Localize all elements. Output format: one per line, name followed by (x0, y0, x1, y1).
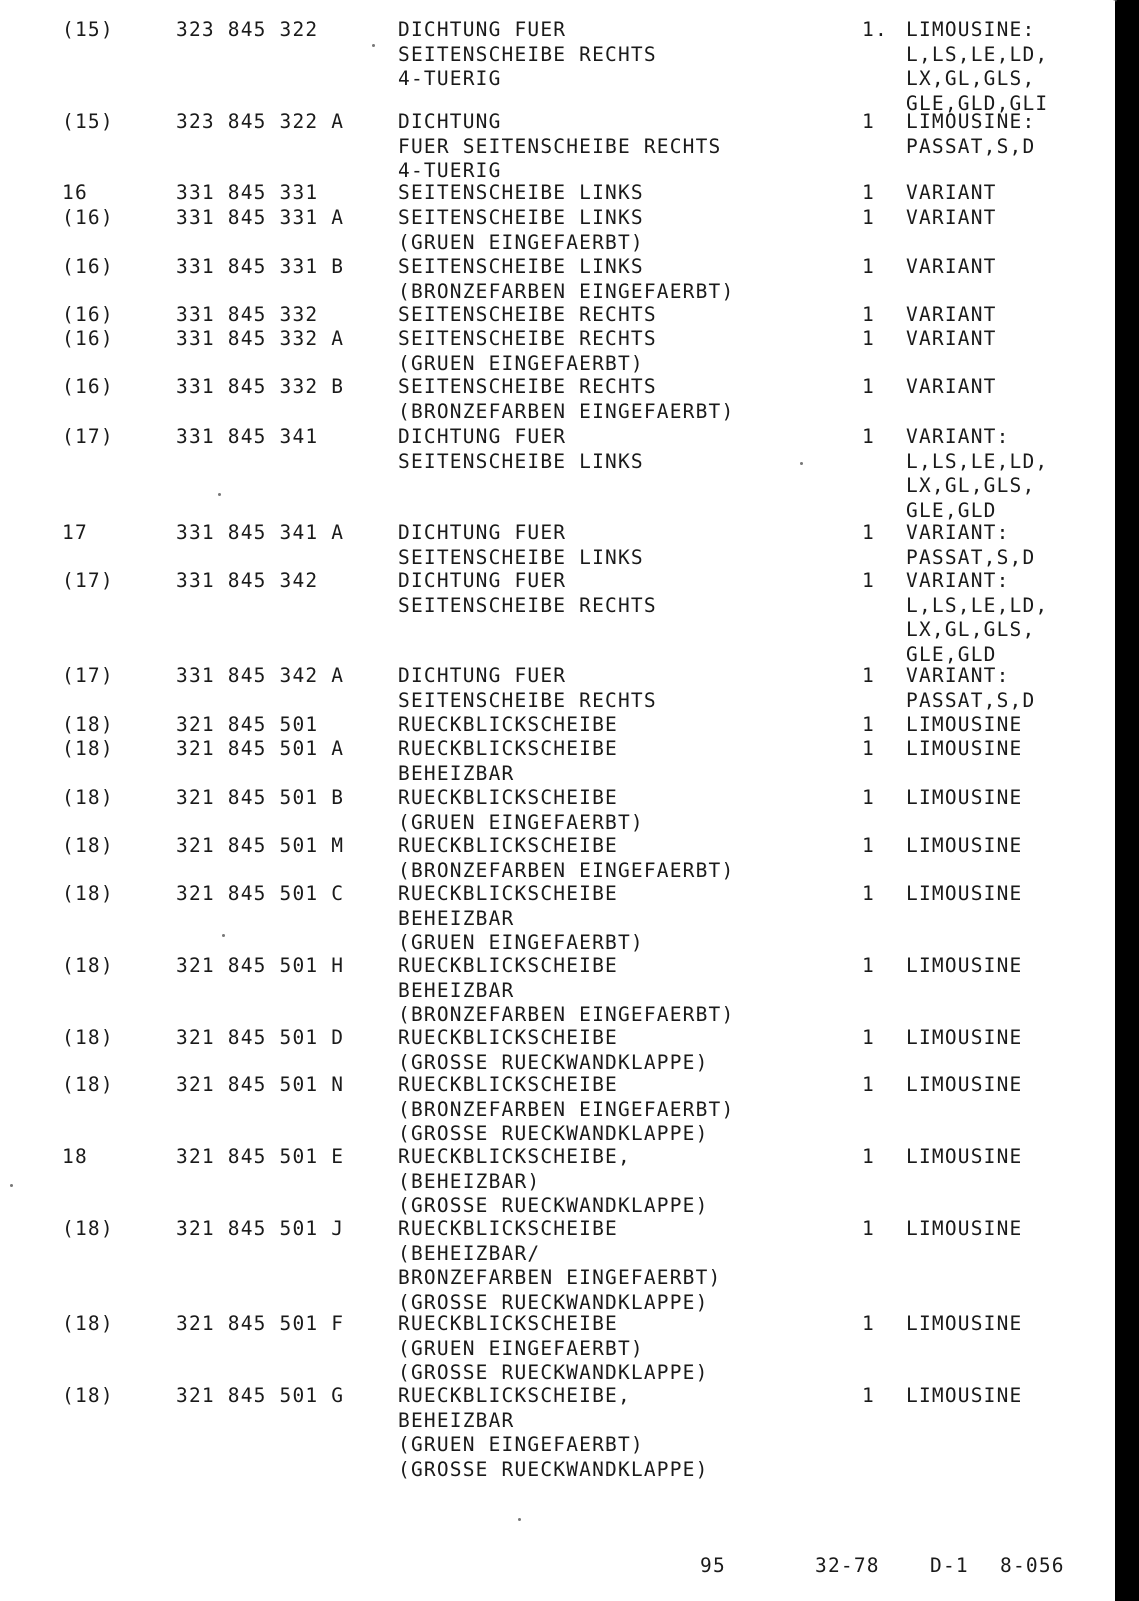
quantity: 1 (862, 1026, 875, 1049)
part-description (398, 1312, 858, 1386)
model-applicability-line: GLE,GLD,GLI (906, 91, 1049, 115)
sheet-number: 8-056 (1000, 1554, 1065, 1577)
model-applicability-line: GLE,GLD (906, 642, 997, 666)
part-number: 331 845 342 A (176, 664, 345, 687)
model-applicability-line: LIMOUSINE: (906, 110, 1036, 133)
part-description-line: (GRUEN EINGEFAERBT) (398, 230, 644, 254)
model-applicability-line: LIMOUSINE (906, 1073, 1023, 1096)
part-description-line: DICHTUNG (398, 110, 502, 133)
part-description-line: SEITENSCHEIBE RECHTS (398, 593, 657, 617)
quantity: 1 (862, 327, 875, 350)
model-applicability (906, 303, 1106, 328)
part-description-line: (GRUEN EINGEFAERBT) (398, 1433, 644, 1456)
model-applicability (906, 1145, 1106, 1170)
part-number: 331 845 342 (176, 569, 319, 592)
model-applicability-line: VARIANT: (906, 664, 1010, 687)
part-description-line: RUECKBLICKSCHEIBE (398, 1073, 618, 1096)
model-applicability (906, 375, 1106, 400)
part-description (398, 303, 858, 328)
part-description-line: DICHTUNG FUER (398, 569, 567, 592)
quantity: 1 (862, 521, 875, 544)
part-description (398, 521, 858, 570)
part-description (398, 954, 858, 1028)
reference-number: (15) (62, 110, 114, 133)
part-description (398, 1384, 858, 1482)
scan-speck (222, 934, 225, 937)
part-description-line: RUECKBLICKSCHEIBE (398, 1217, 618, 1240)
reference-number: (17) (62, 425, 114, 448)
part-description-line: SEITENSCHEIBE RECHTS (398, 375, 657, 398)
part-number: 331 845 341 A (176, 521, 345, 544)
scan-speck (218, 493, 221, 496)
part-description-line: SEITENSCHEIBE RECHTS (398, 327, 657, 350)
part-number: 321 845 501 A (176, 737, 345, 760)
model-applicability-line: LX,GL,GLS, (906, 474, 1036, 497)
part-description-line: (GROSSE RUECKWANDKLAPPE) (398, 1050, 709, 1074)
model-applicability-line: VARIANT (906, 255, 997, 278)
part-description-line: (BRONZEFARBEN EINGEFAERBT) (398, 279, 735, 303)
part-number: 331 845 331 A (176, 206, 345, 229)
scan-speck (800, 462, 803, 465)
model-applicability (906, 834, 1106, 859)
part-description-line: (BRONZEFARBEN EINGEFAERBT) (398, 858, 735, 882)
quantity: 1 (862, 713, 875, 736)
model-applicability-line: VARIANT: (906, 569, 1010, 592)
quantity: 1. (862, 18, 888, 41)
part-number: 321 845 501 H (176, 954, 345, 977)
model-applicability (906, 255, 1106, 280)
part-description-line: RUECKBLICKSCHEIBE, (398, 1145, 631, 1168)
model-applicability (906, 425, 1106, 523)
part-description-line: (GROSSE RUECKWANDKLAPPE) (398, 1194, 709, 1217)
part-description-line: BRONZEFARBEN EINGEFAERBT) (398, 1266, 722, 1289)
model-applicability (906, 882, 1106, 907)
part-description (398, 206, 858, 255)
model-applicability (906, 786, 1106, 811)
model-applicability-line: PASSAT,S,D (906, 688, 1036, 712)
quantity: 1 (862, 255, 875, 278)
part-description (398, 786, 858, 835)
part-description-line: SEITENSCHEIBE LINKS (398, 449, 644, 473)
model-applicability (906, 327, 1106, 352)
part-number: 321 845 501 C (176, 882, 345, 905)
part-description (398, 1026, 858, 1075)
reference-number: (16) (62, 375, 114, 398)
model-applicability-line: L,LS,LE,LD, (906, 42, 1049, 66)
model-applicability-line: LIMOUSINE (906, 786, 1023, 809)
model-applicability-line: L,LS,LE,LD, (906, 449, 1049, 473)
quantity: 1 (862, 834, 875, 857)
model-applicability-line: LIMOUSINE (906, 713, 1023, 736)
reference-number: (17) (62, 569, 114, 592)
quantity: 1 (862, 1384, 875, 1407)
reference-number: (16) (62, 206, 114, 229)
quantity: 1 (862, 1073, 875, 1096)
quantity: 1 (862, 1217, 875, 1240)
part-description-line: RUECKBLICKSCHEIBE (398, 713, 618, 736)
part-number: 323 845 322 A (176, 110, 345, 133)
part-description-line: DICHTUNG FUER (398, 18, 567, 41)
part-description (398, 18, 858, 92)
part-description-line: BEHEIZBAR (398, 906, 515, 930)
part-description (398, 181, 858, 206)
quantity: 1 (862, 737, 875, 760)
part-number: 321 845 501 F (176, 1312, 345, 1335)
catalog-code: 32-78 (815, 1554, 880, 1577)
model-applicability-line: LIMOUSINE (906, 737, 1023, 760)
quantity: 1 (862, 375, 875, 398)
part-description (398, 834, 858, 883)
model-applicability-line: VARIANT (906, 181, 997, 204)
part-description-line: RUECKBLICKSCHEIBE (398, 834, 618, 857)
reference-number: 16 (62, 181, 88, 204)
part-number: 331 845 331 B (176, 255, 345, 278)
part-number: 331 845 332 A (176, 327, 345, 350)
model-applicability-line: PASSAT,S,D (906, 134, 1036, 158)
part-number: 331 845 341 (176, 425, 319, 448)
part-description-line: DICHTUNG FUER (398, 425, 567, 448)
part-description (398, 375, 858, 424)
quantity: 1 (862, 110, 875, 133)
part-description (398, 569, 858, 618)
quantity: 1 (862, 303, 875, 326)
model-applicability (906, 110, 1106, 159)
part-description-line: RUECKBLICKSCHEIBE (398, 882, 618, 905)
part-description-line: SEITENSCHEIBE RECHTS (398, 303, 657, 326)
reference-number: (15) (62, 18, 114, 41)
model-applicability-line: VARIANT (906, 303, 997, 326)
part-description (398, 737, 858, 786)
model-applicability (906, 954, 1106, 979)
reference-number: (18) (62, 882, 114, 905)
reference-number: (18) (62, 1073, 114, 1096)
quantity: 1 (862, 1312, 875, 1335)
quantity: 1 (862, 882, 875, 905)
part-description-line: FUER SEITENSCHEIBE RECHTS (398, 134, 722, 158)
part-description-line: (GROSSE RUECKWANDKLAPPE) (398, 1457, 709, 1481)
model-applicability-line: LIMOUSINE (906, 882, 1023, 905)
part-number: 321 845 501 M (176, 834, 345, 857)
scan-speck (372, 44, 375, 47)
part-number: 321 845 501 G (176, 1384, 345, 1407)
quantity: 1 (862, 206, 875, 229)
model-applicability-line: L,LS,LE,LD, (906, 593, 1049, 617)
part-description-line: RUECKBLICKSCHEIBE (398, 786, 618, 809)
model-applicability (906, 569, 1106, 667)
part-description-line: (GRUEN EINGEFAERBT) (398, 810, 644, 834)
model-applicability-line: VARIANT (906, 206, 997, 229)
part-description-line: SEITENSCHEIBE LINKS (398, 206, 644, 229)
model-applicability (906, 664, 1106, 713)
part-description-line: (GROSSE RUECKWANDKLAPPE) (398, 1290, 709, 1314)
model-applicability-line: LIMOUSINE (906, 954, 1023, 977)
scan-edge-bar (1115, 0, 1139, 1601)
part-description-line: (GRUEN EINGEFAERBT) (398, 351, 644, 375)
part-description-line: (GRUEN EINGEFAERBT) (398, 931, 644, 954)
part-description-line: RUECKBLICKSCHEIBE (398, 1312, 618, 1335)
reference-number: (18) (62, 1217, 114, 1240)
reference-number: (16) (62, 255, 114, 278)
quantity: 1 (862, 425, 875, 448)
reference-number: 18 (62, 1145, 88, 1168)
model-applicability-line: GLE,GLD (906, 498, 997, 522)
quantity: 1 (862, 954, 875, 977)
part-number: 331 845 332 (176, 303, 319, 326)
reference-number: (18) (62, 786, 114, 809)
part-description (398, 327, 858, 376)
model-applicability (906, 1312, 1106, 1337)
part-description-line: RUECKBLICKSCHEIBE (398, 737, 618, 760)
part-description (398, 255, 858, 304)
reference-number: (18) (62, 834, 114, 857)
model-applicability (906, 181, 1106, 206)
model-applicability (906, 206, 1106, 231)
scan-speck (518, 1518, 521, 1521)
part-description-line: BEHEIZBAR (398, 978, 515, 1002)
model-applicability-line: VARIANT (906, 375, 997, 398)
model-applicability-line: VARIANT (906, 327, 997, 350)
reference-number: (18) (62, 737, 114, 760)
part-description-line: (BRONZEFARBEN EINGEFAERBT) (398, 1003, 735, 1026)
part-description (398, 1073, 858, 1147)
part-number: 321 845 501 (176, 713, 319, 736)
part-description-line: SEITENSCHEIBE LINKS (398, 545, 644, 569)
reference-number: (18) (62, 1312, 114, 1335)
part-description-line: (BRONZEFARBEN EINGEFAERBT) (398, 399, 735, 423)
part-description-line: BEHEIZBAR (398, 761, 515, 785)
part-description-line: SEITENSCHEIBE LINKS (398, 181, 644, 204)
part-description-line: 4-TUERIG (398, 67, 502, 90)
scan-speck (10, 1184, 13, 1187)
model-applicability (906, 1384, 1106, 1409)
model-applicability (906, 737, 1106, 762)
part-description-line: SEITENSCHEIBE RECHTS (398, 688, 657, 712)
part-description (398, 1145, 858, 1219)
model-applicability-line: LIMOUSINE (906, 1145, 1023, 1168)
model-applicability (906, 1026, 1106, 1051)
quantity: 1 (862, 664, 875, 687)
model-applicability (906, 1073, 1106, 1098)
part-description-line: (GROSSE RUECKWANDKLAPPE) (398, 1122, 709, 1145)
model-applicability-line: VARIANT: (906, 425, 1010, 448)
section-code: D-1 (930, 1554, 969, 1577)
reference-number: (18) (62, 713, 114, 736)
reference-number: (16) (62, 327, 114, 350)
model-applicability-line: LIMOUSINE (906, 1384, 1023, 1407)
model-applicability (906, 18, 1106, 116)
reference-number: (18) (62, 1026, 114, 1049)
reference-number: 17 (62, 521, 88, 544)
part-description-line: (BEHEIZBAR) (398, 1169, 541, 1193)
part-number: 321 845 501 B (176, 786, 345, 809)
part-description-line: RUECKBLICKSCHEIBE, (398, 1384, 631, 1407)
part-description (398, 425, 858, 474)
part-number: 321 845 501 J (176, 1217, 345, 1240)
reference-number: (18) (62, 954, 114, 977)
part-number: 321 845 501 D (176, 1026, 345, 1049)
model-applicability-line: LX,GL,GLS, (906, 67, 1036, 90)
quantity: 1 (862, 786, 875, 809)
part-description-line: (BEHEIZBAR/ (398, 1241, 541, 1265)
part-description-line: DICHTUNG FUER (398, 521, 567, 544)
part-description-line: DICHTUNG FUER (398, 664, 567, 687)
part-description-line: SEITENSCHEIBE LINKS (398, 255, 644, 278)
part-description (398, 713, 858, 738)
part-description-line: SEITENSCHEIBE RECHTS (398, 42, 657, 66)
part-number: 331 845 332 B (176, 375, 345, 398)
part-description-line: (GROSSE RUECKWANDKLAPPE) (398, 1361, 709, 1384)
quantity: 1 (862, 569, 875, 592)
part-description (398, 664, 858, 713)
part-description-line: 4-TUERIG (398, 159, 502, 182)
part-description (398, 882, 858, 956)
model-applicability-line: LIMOUSINE (906, 834, 1023, 857)
part-number: 321 845 501 N (176, 1073, 345, 1096)
model-applicability (906, 1217, 1106, 1242)
part-description-line: RUECKBLICKSCHEIBE (398, 954, 618, 977)
reference-number: (17) (62, 664, 114, 687)
page-number: 95 (700, 1554, 726, 1577)
model-applicability-line: LIMOUSINE (906, 1312, 1023, 1335)
reference-number: (18) (62, 1384, 114, 1407)
model-applicability (906, 713, 1106, 738)
part-description (398, 1217, 858, 1315)
model-applicability-line: LIMOUSINE (906, 1026, 1023, 1049)
model-applicability-line: VARIANT: (906, 521, 1010, 544)
model-applicability-line: LX,GL,GLS, (906, 618, 1036, 641)
part-description-line: (GRUEN EINGEFAERBT) (398, 1336, 644, 1360)
quantity: 1 (862, 181, 875, 204)
part-description-line: RUECKBLICKSCHEIBE (398, 1026, 618, 1049)
part-number: 323 845 322 (176, 18, 319, 41)
model-applicability-line: LIMOUSINE: (906, 18, 1036, 41)
part-number: 321 845 501 E (176, 1145, 345, 1168)
model-applicability-line: PASSAT,S,D (906, 545, 1036, 569)
part-description-line: BEHEIZBAR (398, 1408, 515, 1432)
model-applicability-line: LIMOUSINE (906, 1217, 1023, 1240)
part-description-line: (BRONZEFARBEN EINGEFAERBT) (398, 1097, 735, 1121)
reference-number: (16) (62, 303, 114, 326)
part-number: 331 845 331 (176, 181, 319, 204)
part-description (398, 110, 858, 184)
model-applicability (906, 521, 1106, 570)
quantity: 1 (862, 1145, 875, 1168)
